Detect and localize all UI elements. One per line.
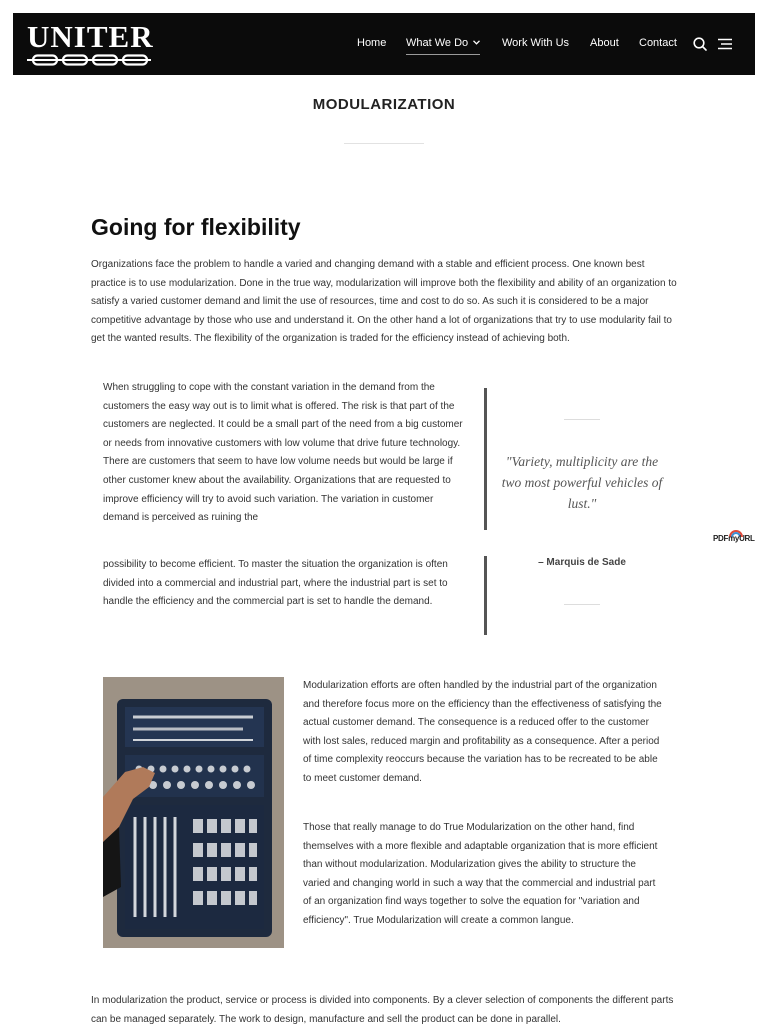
nav-home[interactable]: Home — [357, 37, 387, 49]
chain-logo-icon — [27, 54, 151, 66]
section-heading: Going for flexibility — [91, 214, 301, 240]
body-paragraph-2: possibility to become efficient. To master the situation the organization is often divided into a commercial and industrial part, where the industrial part is set to handle the efficiency and the commercial part is set to handle the demand. — [103, 559, 448, 608]
body-paragraph-1: When struggling to cope with the constant variation in the demand from the customers the easy way out is to limit what is offered. The risk is that part of the customers are neglected. It could be a small part of the need from a big customer or needs from innovative customers with low volume that drive future technology. There are customers that seem to have low volume needs but would be large if other customer knew about the availability. Organizations that are requested to improve efficiency will try to avoid such variation. The variation in customer demand is perceived as ruining the — [103, 382, 463, 524]
pdf-badge-label: PDFmyURL — [713, 534, 755, 543]
quote-divider-top — [564, 419, 600, 420]
quote-divider-bottom — [564, 604, 600, 605]
nav-what-we-do-label: What We Do — [406, 37, 469, 49]
pull-quote: "Variety, multiplicity are the two most powerful vehicles of lust." — [501, 454, 663, 511]
site-header — [13, 13, 755, 75]
intro-paragraph: Organizations face the problem to handle a varied and changing demand with a stable and efficient process. One known best practice is to use modularization. Done in the true way, modularization will improve both the flexibility and ability of an organization to satisfy a varied customer demand and limit the use of resources, time and cost to do so. As such it is considered to be a major competitive advantage by those who use and understand it. On the other hand a lot of organizations that try to use modularity fail to get the wanted results. The flexibility of the organization is traded for the efficiency instead of achieving both. — [91, 259, 677, 345]
site-logo[interactable] — [27, 21, 153, 67]
quote-bar-bottom — [484, 556, 487, 635]
toolbox-photo — [103, 677, 284, 948]
search-icon[interactable] — [692, 36, 708, 52]
nav-what-we-do[interactable] — [406, 36, 480, 55]
title-divider — [344, 143, 424, 144]
body-paragraph-3: Modularization efforts are often handled by the industrial part of the organization and therefore focus more on the efficiency than the effectiveness of satisfying the actual customer demand. The consequence is a reduced offer to the customer with lost sales, reduced margin and profitability as a consequence. After a period of time complexity reoccurs because the variation has to be recreated to be able to meet customer demand. — [303, 680, 662, 784]
logo-wordmark: UNITER — [27, 19, 154, 54]
body-paragraph-5: In modularization the product, service or process is divided into components. By a clever selection of components the different parts can be managed separately. The work to design, manufacture and sell the product can be done in parallel. — [91, 995, 674, 1025]
pdfmyurl-badge[interactable] — [713, 530, 757, 546]
quote-bar-top — [484, 388, 487, 530]
quote-author: – Marquis de Sade — [538, 557, 626, 568]
body-paragraph-4: Those that really manage to do True Modularization on the other hand, find themselves with a more flexible and adaptable organization that is more efficient than without modularization. Modularization gives the ability to structure the varied and changing world in such a way that the commercial and industrial part of an organization find ways together to solve the equation for "variation and efficiency". True Modularization will create a common langue. — [303, 822, 658, 926]
hamburger-menu-icon[interactable] — [717, 36, 733, 52]
nav-work-with-us[interactable]: Work With Us — [502, 37, 570, 49]
page-title: MODULARIZATION — [312, 96, 456, 113]
nav-about[interactable]: About — [590, 37, 619, 49]
nav-contact[interactable]: Contact — [639, 37, 677, 49]
chevron-down-icon — [473, 40, 480, 45]
